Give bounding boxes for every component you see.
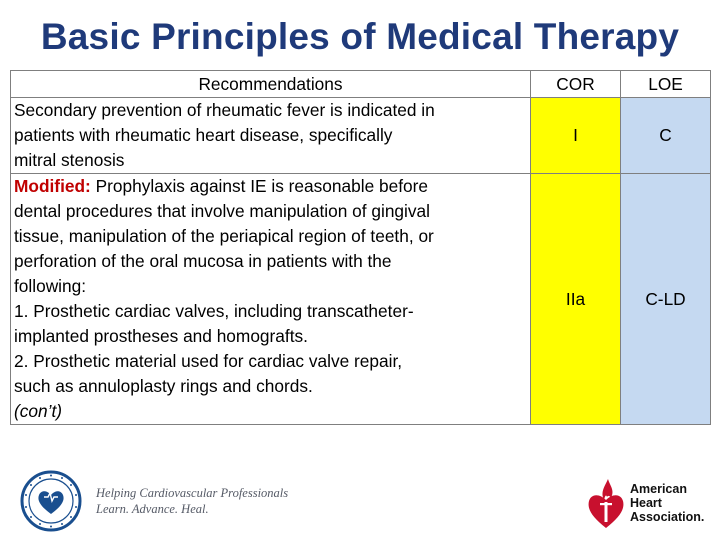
recommendation-line: dental procedures that involve manipulation of gingival bbox=[14, 201, 430, 221]
recommendation-cell bbox=[11, 98, 531, 174]
recommendation-line: perforation of the oral mucosa in patients with the bbox=[14, 251, 392, 271]
recommendation-cell bbox=[11, 174, 531, 425]
table-row bbox=[11, 174, 711, 425]
table-header-row bbox=[11, 71, 711, 98]
recommendation-line: following: bbox=[14, 276, 87, 296]
header-cor: COR bbox=[531, 71, 621, 98]
aha-wordmark-line: Heart bbox=[630, 496, 662, 510]
table-row bbox=[11, 98, 711, 174]
recommendation-line: tissue, manipulation of the periapical region of teeth, or bbox=[14, 226, 434, 246]
modified-label: Modified: bbox=[14, 176, 91, 196]
acc-tagline bbox=[96, 485, 288, 517]
loe-cell: C bbox=[621, 98, 711, 174]
tagline-line: Helping Cardiovascular Professionals bbox=[96, 486, 289, 500]
header-recommendations: Recommendations bbox=[11, 71, 531, 98]
recommendation-line: patients with rheumatic heart disease, specifically bbox=[14, 125, 393, 145]
heart-torch-icon bbox=[586, 476, 626, 530]
aha-branding bbox=[586, 476, 704, 530]
aha-wordmark-line: American bbox=[630, 482, 687, 496]
acc-branding bbox=[20, 468, 288, 534]
recommendation-line: 1. Prosthetic cardiac valves, including transcatheter- bbox=[14, 301, 414, 321]
tagline-line: Learn. Advance. Heal. bbox=[96, 502, 209, 516]
cor-cell: I bbox=[531, 98, 621, 174]
acc-seal-icon bbox=[20, 470, 82, 532]
cor-cell: IIa bbox=[531, 174, 621, 425]
recommendation-table bbox=[10, 70, 711, 425]
recommendation-line: implanted prostheses and homografts. bbox=[14, 326, 308, 346]
continued-note: (con’t) bbox=[14, 401, 63, 421]
loe-cell: C-LD bbox=[621, 174, 711, 425]
recommendation-text: Prophylaxis against IE is reasonable before bbox=[90, 176, 428, 196]
header-loe: LOE bbox=[621, 71, 711, 98]
aha-wordmark-line: Association. bbox=[630, 510, 705, 524]
recommendation-line: Secondary prevention of rheumatic fever is indicated in bbox=[14, 100, 435, 120]
recommendation-line: 2. Prosthetic material used for cardiac valve repair, bbox=[14, 351, 403, 371]
recommendation-line bbox=[14, 174, 527, 199]
slide-title: Basic Principles of Medical Therapy bbox=[40, 16, 680, 57]
aha-wordmark bbox=[630, 482, 704, 524]
recommendation-line: such as annuloplasty rings and chords. bbox=[14, 376, 313, 396]
recommendation-line: mitral stenosis bbox=[14, 150, 125, 170]
